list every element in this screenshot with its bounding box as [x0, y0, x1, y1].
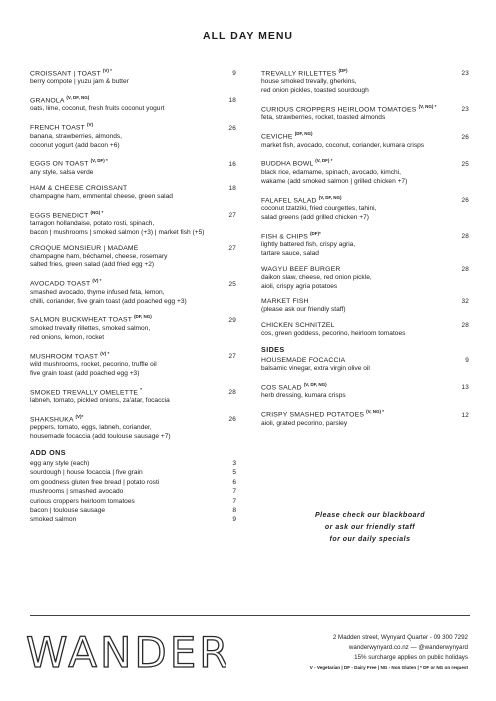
menu-item-description: chilli, coriander, five grain toast (add poached egg +3)	[30, 297, 187, 305]
menu-item-name	[261, 156, 332, 168]
menu-item-description: red onions, lemon, rocket	[30, 333, 105, 341]
menu-item-name	[30, 66, 112, 78]
menu-item-price: 27	[228, 244, 236, 252]
menu-item-price: 26	[461, 196, 469, 204]
menu-item	[261, 229, 469, 259]
menu-item-description: feta, strawberries, rocket, toasted almonds	[261, 114, 386, 122]
menu-item-price: 25	[461, 160, 469, 168]
dietary-tag: (V, DF) *	[90, 158, 108, 164]
menu-item-name	[261, 356, 345, 365]
footer-surcharge: 15% surcharge applies on public holidays	[354, 654, 468, 661]
menu-item-price: 28	[228, 388, 236, 396]
menu-item-price: 25	[228, 280, 236, 288]
menu-item-title: SMOKED TREVALLY OMELETTE	[30, 388, 139, 396]
footer-divider	[30, 615, 470, 616]
menu-item	[261, 156, 469, 186]
dietary-tag: (DF)*	[310, 230, 321, 236]
menu-item-header	[261, 380, 469, 392]
menu-item-description: smashed avocado, thyme infused feta, lemon,	[30, 288, 165, 296]
menu-item-title: FALAFEL SALAD	[261, 196, 317, 204]
menu-item-title: HOUSEMADE FOCACCIA	[261, 357, 346, 365]
menu-item	[261, 407, 469, 428]
dietary-tag: (V, NG) *	[418, 104, 437, 110]
addon-price: 7	[232, 488, 236, 496]
footer-address: 2 Madden street, Wynyard Quarter - 09 300 7292	[332, 634, 468, 641]
dietary-tag: (V) *	[100, 350, 110, 356]
menu-item-description: aioli, crispy agria potatoes	[261, 282, 338, 290]
menu-item	[261, 356, 469, 374]
menu-item	[261, 297, 469, 315]
menu-item-description: champagne ham, béchamel, cheese, rosemary	[30, 252, 168, 260]
menu-item-header	[30, 120, 236, 132]
menu-item-name	[261, 229, 321, 241]
dietary-tag: (V, NG) *	[366, 409, 384, 415]
sides-list	[261, 356, 469, 428]
addon-price: 8	[232, 506, 236, 514]
menu-item-title: COS SALAD	[261, 384, 302, 392]
menu-item-title: EGGS BENEDICT	[30, 211, 89, 219]
menu-item-name	[30, 93, 89, 105]
menu-item-name	[30, 312, 152, 324]
sides-title: SIDES	[261, 345, 285, 355]
menu-item-name	[30, 276, 101, 288]
menu-item-name	[30, 385, 142, 397]
menu-item-description: housemade focaccia (add toulouse sausage +7)	[30, 432, 171, 440]
menu-item-description: banana, strawberries, almonds,	[30, 132, 122, 140]
right-column	[261, 66, 469, 435]
menu-item	[261, 193, 469, 223]
menu-item-title: EGGS ON TOAST	[30, 160, 89, 168]
menu-item-name	[30, 156, 108, 168]
menu-item-header	[261, 356, 469, 365]
dietary-tag: (V)	[87, 122, 93, 128]
dietary-tag: (V) *	[92, 278, 102, 284]
menu-item	[30, 93, 236, 114]
dietary-tag: (DF, NG)	[294, 131, 313, 137]
menu-item-title: HAM & CHEESE CROISSANT	[30, 184, 128, 192]
menu-item-header	[30, 312, 236, 324]
dietary-tag: (V, DF, NG)	[318, 194, 342, 200]
addon-item	[30, 459, 236, 468]
menu-item-name	[261, 129, 312, 141]
menu-item-header	[30, 184, 236, 193]
dietary-tag: (V, DF, NG)	[66, 95, 90, 101]
menu-item-title: FISH & CHIPS	[261, 232, 308, 240]
menu-item-title: MUSHROOM TOAST	[30, 352, 99, 360]
addon-label: sourdough | house focaccia | five grain	[30, 469, 143, 477]
menu-item-title: GRANOLA	[30, 97, 65, 105]
menu-item-description: balsamic vinegar, extra virgin olive oil	[261, 365, 370, 373]
menu-item-name	[261, 380, 327, 392]
menu-item-price: 26	[228, 124, 236, 132]
menu-item-header	[30, 93, 236, 105]
notice-line: for our daily specials	[329, 536, 411, 543]
menu-item-header	[30, 66, 236, 78]
menu-item-title: CRISPY SMASHED POTATOES	[261, 411, 365, 419]
wander-logo	[26, 627, 226, 680]
notice-line: Please check our blackboard	[315, 512, 425, 519]
menu-item-name	[261, 297, 309, 306]
dietary-tag: (DF)	[338, 68, 348, 73]
menu-item-title: FRENCH TOAST	[30, 124, 85, 132]
menu-item-description: aioli, grated pecorino, parsley	[261, 419, 348, 427]
dietary-tag: (V) *	[102, 68, 112, 73]
menu-item-description: any style, salsa verde	[30, 168, 94, 176]
addon-item	[30, 487, 236, 496]
dietary-tag: (V, DF, NG)	[303, 382, 327, 388]
logo-wordmark: WANDER	[26, 628, 226, 675]
menu-item-name	[30, 120, 93, 132]
menu-item-description: five grain toast (add poached egg +3)	[30, 369, 140, 377]
menu-item-price: 32	[461, 298, 469, 306]
addon-label: bacon | toulouse sausage	[30, 506, 106, 514]
menu-item-header	[30, 412, 236, 424]
menu-item-description: wild mushrooms, rocket, pecorino, truffle oil	[30, 360, 157, 368]
menu-item-description: smoked trevally rillettes, smoked salmon,	[30, 324, 151, 332]
menu-item	[261, 66, 469, 96]
menu-item-title: WAGYU BEEF BURGER	[261, 265, 341, 273]
menu-item-name	[261, 193, 342, 205]
menu-item-price: 23	[461, 106, 469, 114]
menu-item-description: coconut yogurt (add bacon +6)	[30, 141, 120, 149]
footer-web: wanderwynyard.co.nz — @wanderwynyard	[348, 644, 468, 651]
menu-item-name	[30, 184, 127, 193]
menu-item-title: CHICKEN SCHNITZEL	[261, 322, 335, 330]
menu-item	[261, 380, 469, 401]
menu-item-name	[261, 102, 436, 114]
menu-item	[30, 156, 236, 177]
menu-item-price: 26	[228, 416, 236, 424]
menu-item-description: tartare sauce, salad	[261, 249, 319, 257]
menu-item-description: house smoked trevally, gherkins,	[261, 78, 357, 86]
addon-item	[30, 478, 236, 487]
menu-item-description: cos, green goddess, pecorino, heirloom tomatoes	[261, 330, 406, 338]
menu-item	[261, 102, 469, 123]
menu-title: ALL DAY MENU	[203, 30, 293, 42]
dietary-tag: *	[140, 386, 143, 392]
menu-item-description: black rice, edamame, spinach, avocado, kimchi,	[261, 168, 401, 176]
menu-item-name	[30, 349, 109, 361]
menu-item-header	[261, 265, 469, 274]
menu-item-header	[30, 156, 236, 168]
addon-price: 5	[232, 469, 236, 477]
menu-item-description: (please ask our friendly staff)	[261, 306, 346, 314]
menu-item-title: CEVICHE	[261, 133, 293, 141]
menu-item-description: coconut tzatziki, fried courgettes, tahini,	[261, 204, 377, 212]
menu-item-title: CROQUE MONSIEUR | MADAME	[30, 244, 139, 252]
menu-item-price: 13	[461, 384, 469, 392]
menu-item-name	[30, 244, 139, 253]
menu-item-name	[261, 321, 335, 330]
menu-item-price: 28	[461, 265, 469, 273]
menu-item-title: BUDDHA BOWL	[261, 160, 314, 168]
menu-item-price: 29	[228, 316, 236, 324]
footer-info	[310, 633, 468, 673]
menu-item-name	[30, 208, 103, 220]
menu-item-title: TREVALLY RILLETTES	[261, 70, 337, 78]
menu-item	[30, 412, 236, 442]
menu-item-header	[30, 276, 236, 288]
menu-item-price: 9	[232, 70, 236, 78]
menu-item-name	[30, 412, 83, 424]
menu-item	[261, 265, 469, 292]
menu-item	[30, 276, 236, 306]
menu-item-header	[261, 407, 469, 419]
menu-item-header	[261, 321, 469, 330]
menu-item-description: lightly battered fish, crispy agria,	[261, 240, 356, 248]
menu-item-name	[261, 66, 347, 78]
addon-label: om goodness gluten free bread | potato rosti	[30, 478, 160, 486]
menu-item-header	[261, 193, 469, 205]
addon-label: egg any style (each)	[30, 459, 90, 467]
dietary-tag: (V, DF) *	[315, 158, 333, 164]
menu-item-price: 23	[461, 70, 469, 78]
menu-item-price: 27	[228, 352, 236, 360]
addon-label: smoked salmon	[30, 516, 77, 524]
menu-item-header	[30, 208, 236, 220]
menu-item-price: 28	[461, 232, 469, 240]
menu-item-price: 18	[228, 184, 236, 192]
menu-item-header	[30, 349, 236, 361]
menu-item-header	[261, 66, 469, 78]
menu-item-description: bacon | mushrooms | smoked salmon (+3) | market fish (+5)	[30, 228, 205, 236]
addon-label: mushrooms | smashed avocado	[30, 488, 124, 496]
addon-item	[30, 468, 236, 477]
menu-item-header	[30, 244, 236, 253]
addons-list	[30, 459, 236, 525]
menu-item-description: salted fries, green salad (add fried egg +2)	[30, 261, 155, 269]
menu-item-description: tarragon hollandaise, potato rosti, spinach,	[30, 219, 155, 227]
menu-item-price: 12	[461, 411, 469, 419]
menu-item-title: SHAKSHUKA	[30, 416, 74, 424]
menu-item-header	[261, 229, 469, 241]
menu-item	[30, 66, 236, 87]
menu-item-price: 27	[228, 211, 236, 219]
addon-item	[30, 506, 236, 515]
breakfast-items-list	[30, 66, 236, 442]
addons-title: ADD ONS	[30, 447, 66, 457]
menu-item-description: champagne ham, emmental cheese, green salad	[30, 192, 173, 200]
menu-item-title: MARKET FISH	[261, 298, 309, 306]
addon-item	[30, 515, 236, 524]
menu-item-price: 16	[228, 160, 236, 168]
menu-item-header	[30, 385, 236, 397]
menu-item	[261, 129, 469, 150]
menu-item-price: 18	[228, 97, 236, 105]
left-column	[30, 66, 236, 525]
menu-item-description: berry compote | yuzu jam & butter	[30, 78, 129, 86]
menu-item-price: 26	[461, 133, 469, 141]
addon-price: 9	[232, 516, 236, 524]
dietary-tag: (DF, NG)	[134, 314, 152, 320]
menu-item-description: daikon slaw, cheese, red onion pickle,	[261, 273, 372, 281]
menu-item-title: SALMON BUCKWHEAT TOAST	[30, 316, 132, 324]
menu-item-header	[261, 102, 469, 114]
menu-item-description: labneh, tomato, pickled onions, za'atar, focaccia	[30, 396, 170, 404]
menu-item	[30, 349, 236, 379]
notice-line: or ask our friendly staff	[324, 524, 416, 531]
menu-item	[261, 321, 469, 339]
menu-item-header	[261, 297, 469, 306]
addon-price: 3	[232, 459, 236, 467]
dietary-tag: (V)*	[75, 413, 84, 419]
menu-item-title: CROISSANT | TOAST	[30, 70, 101, 78]
menu-item-description: market fish, avocado, coconut, coriander, kumara crisps	[261, 141, 425, 149]
menu-item	[30, 385, 236, 406]
menu-item-price: 28	[461, 322, 469, 330]
menu-item	[30, 312, 236, 342]
menu-item	[30, 244, 236, 271]
menu-item-price: 9	[465, 357, 469, 365]
menu-item-description: salad greens (add grilled chicken +7)	[261, 213, 369, 221]
menu-item-name	[261, 265, 340, 274]
menu-item-title: AVOCADO TOAST	[30, 280, 91, 288]
addon-label: curious croppers heirloom tomatoes	[30, 497, 135, 505]
specials-notice	[285, 510, 455, 546]
addon-item	[30, 497, 236, 506]
dietary-legend: V - Vegetarian | DF - Dairy Free | NG - Non Gluten | * DF or NG on request	[309, 665, 468, 670]
dietary-tag: (NG) *	[90, 209, 104, 215]
menu-item-name	[261, 407, 384, 419]
menu-item-header	[261, 129, 469, 141]
mains-items-list	[261, 66, 469, 339]
menu-item-description: red onion pickles, toasted sourdough	[261, 87, 369, 95]
addon-price: 6	[232, 478, 236, 486]
menu-item-description: peppers, tomato, eggs, labneh, coriander,	[30, 424, 152, 432]
menu-item-description: herb dressing, kumara crisps	[261, 392, 346, 400]
menu-item	[30, 184, 236, 202]
menu-item-header	[261, 156, 469, 168]
menu-item-description: wakame (add smoked salmon | grilled chicken +7)	[261, 177, 408, 185]
menu-item-title: CURIOUS CROPPERS HEIRLOOM TOMATOES	[261, 106, 417, 114]
menu-item	[30, 120, 236, 150]
menu-item	[30, 208, 236, 238]
addon-price: 7	[232, 497, 236, 505]
menu-item-description: oats, lime, coconut, fresh fruits coconut yogurt	[30, 105, 165, 113]
